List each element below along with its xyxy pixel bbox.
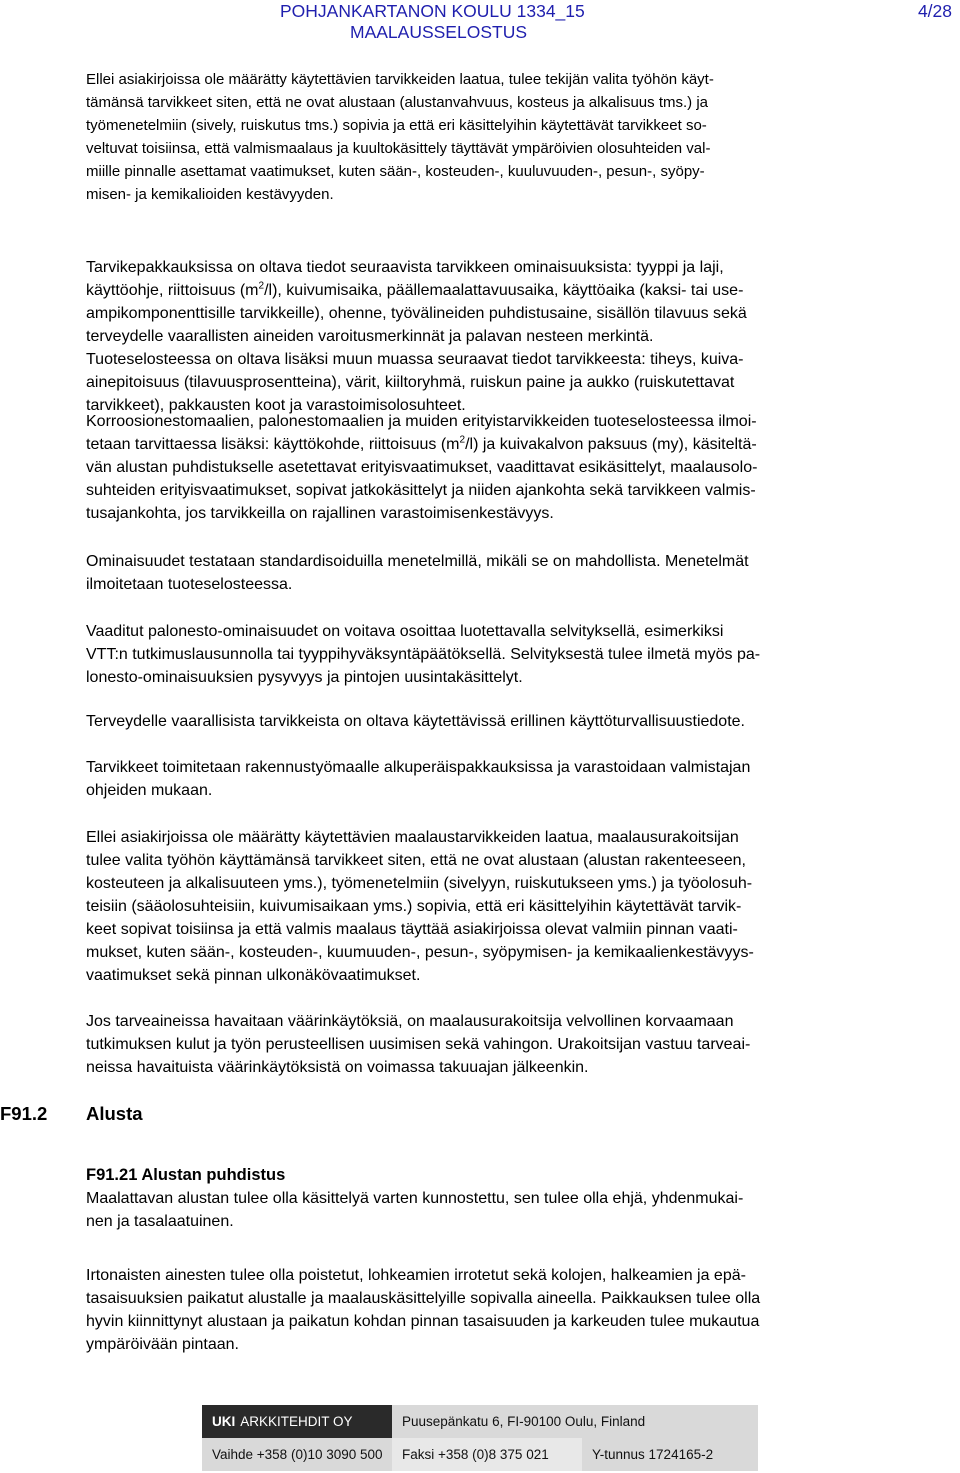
paragraph-contractor-materials [86, 826, 926, 987]
paragraph-packaging-info [86, 256, 926, 417]
text-line: vaatimukset sekä pinnan ulkonäkövaatimukset. [86, 967, 421, 984]
text-line: tarvikkeet), pakkausten koot ja varastoimisolosuhteet. [86, 397, 466, 414]
text-line: työmenetelmiin (sively, ruiskutus tms.) sopivia ja että eri käsittelyihin käytettävät tarvikkeet so- [86, 117, 707, 134]
text-line: ympäröivään pintaan. [86, 1336, 239, 1353]
paragraph-fire-protection [86, 620, 926, 689]
text-line: tutkimuksen kulut ja työn perusteellisen uusimisen sekä vahingon. Urakoitsijan vastuu tarveai- [86, 1036, 751, 1053]
company-phone: Vaihde +358 (0)10 3090 500 [202, 1438, 392, 1471]
text-line: Ellei asiakirjoissa ole määrätty käytettävien tarvikkeiden laatua, tulee tekijän valita työhön käyt- [86, 71, 714, 88]
text-line: lonesto-ominaisuuksien pysyvyys ja pintojen uusintakäsittelyt. [86, 669, 523, 686]
text-line: ainepitoisuus (tilavuusprosentteina), värit, kiiltoryhmä, ruiskun paine ja aukko (ruiskutettavat [86, 374, 735, 391]
text-line: käyttöohje, riittoisuus $(m^2/l)$, kuivumisaika, päällemaalattavuusaika, käyttöaika (kaksi- tai use- [86, 280, 744, 299]
paragraph-materials-selection [86, 68, 926, 206]
text-line: VTT:n tutkimuslausunnolla tai tyyppihyväksyntäpäätöksellä. Selvityksestä tulee ilmetä myös pa- [86, 646, 761, 663]
page-number: 4/28 [917, 1, 952, 21]
text-line: ohjeiden mukaan. [86, 782, 213, 799]
text-line: teisiin (sääolosuhteisiin, kuivumisaikaan yms.) sopivia, että eri käsittelyihin käytettävät tarvik- [86, 898, 742, 915]
text-line: tetaan tarvittaessa lisäksi: käyttökohde, riittoisuus $(m^2/l)$ ja kuivakalvon paksuus (my), käsiteltä- [86, 434, 757, 453]
section-title: Alusta [86, 1103, 143, 1124]
text-line: ampikomponenttisille tarvikkeille), ohenne, työvälineiden puhdistusaine, sisällön tilavuus sekä [86, 305, 747, 322]
text-line: tämänsä tarvikkeet siten, että ne ovat alustaan (alustanvahvuus, kosteus ja alkalisuus tms.) ja [86, 94, 708, 111]
text-line: tasaisuuksien paikatut alustalle ja maalauskäsittelyille sopivalla aineella. Paikkauksen tulee olla [86, 1290, 761, 1307]
text-line: suhteiden erityisvaatimukset, sopivat jatkokäsittelyt ja niiden ajankohta sekä tarvikkeen valmis- [86, 482, 756, 499]
text-line: veltuvat toisiinsa, että valmismaalaus ja kuultokäsittely täyttävät ympäröivien olosuhteiden val- [86, 140, 711, 157]
text-line: tulee valita työhön käyttämänsä tarvikkeet siten, että ne ovat alustaan (alustan rakenteeseen, [86, 852, 746, 869]
text-line: Terveydelle vaarallisista tarvikkeista on oltava käytettävissä erillinen käyttöturvallisuustiedote. [86, 713, 745, 730]
subsection-surface-cleaning [86, 1164, 926, 1233]
company-logo-mark: UKI [212, 1414, 236, 1429]
company-address: Puusepänkatu 6, FI-90100 Oulu, Finland [392, 1405, 758, 1438]
text-line: Ominaisuudet testataan standardisoiduilla menetelmillä, mikäli se on mahdollista. Menetelmät [86, 553, 749, 570]
text-line: neissa havaituista väärinkäytöksistä on voimassa takuuajan jälkeenkin. [86, 1059, 589, 1076]
text-line: Jos tarveaineissa havaitaan väärinkäytöksiä, on maalausurakoitsija velvollinen korvaamaan [86, 1013, 734, 1030]
text-line: miille pinnalle asettamat vaatimukset, kuten sään-, kosteuden-, kuuluvuuden-, pesun-, syöpy- [86, 163, 705, 180]
text-line: Irtonaisten ainesten tulee olla poistetut, lohkeamien irrotetut sekä kolojen, halkeamien ja epä- [86, 1267, 746, 1284]
text-line: kosteuteen ja alkalisuuteen yms.), työmenetelmiin (sivelyyn, ruiskutukseen yms.) ja työolosuh- [86, 875, 753, 892]
text-line: Korroosionestomaalien, palonestomaalien ja muiden erityistarvikkeiden tuoteselosteessa ilmoi- [86, 413, 757, 430]
company-logo [202, 1405, 392, 1438]
text-line: misen- ja kemikalioiden kestävyyden. [86, 186, 334, 203]
text-line: nen ja tasalaatuinen. [86, 1213, 234, 1230]
text-line: terveydelle vaarallisten aineiden varoitusmerkinnät ja palavan nesteen merkintä. [86, 328, 654, 345]
text-line: mukset, kuten sään-, kosteuden-, kuumuuden-, pesun-, syöpymisen- ja kemikaalienkestävyys- [86, 944, 754, 961]
text-line: Vaaditut palonesto-ominaisuudet on voitava osoittaa luotettavalla selvityksellä, esimerkiksi [86, 623, 724, 640]
text-line: Ellei asiakirjoissa ole määrätty käytettävien maalaustarvikkeiden laatua, maalausurakoitsijan [86, 829, 739, 846]
text-line: Maalattavan alustan tulee olla käsittelyä varten kunnostettu, sen tulee olla ehjä, yhdenmukai- [86, 1190, 744, 1207]
footer-row-top [202, 1405, 758, 1438]
company-fax: Faksi +358 (0)8 375 021 [392, 1438, 582, 1471]
text-line: Tarvikepakkauksissa on oltava tiedot seuraavista tarvikkeen ominaisuuksista: tyyppi ja laji, [86, 259, 724, 276]
section-number: F91.2 [0, 1103, 48, 1124]
text-line: ilmoitetaan tuoteselosteessa. [86, 576, 293, 593]
text-line: Tuoteselosteessa on oltava lisäksi muun muassa seuraavat tiedot tarvikkeesta: tiheys, kuiva- [86, 351, 744, 368]
paragraph-liability [86, 1010, 926, 1079]
subsection-title: F91.21 Alustan puhdistus [86, 1166, 286, 1184]
text-line: vän alustan puhdistukselle asetettavat erityisvaatimukset, vaadittavat esikäsittelyt, maalausolo- [86, 459, 758, 476]
paragraph-surface-repair [86, 1264, 926, 1356]
paragraph-safety-datasheet [86, 710, 926, 733]
footer-row-bottom [202, 1438, 758, 1471]
header-project-title: POHJANKARTANON KOULU 1334_15 [280, 1, 585, 21]
company-business-id: Y-tunnus 1724165-2 [582, 1438, 758, 1471]
paragraph-special-coatings [86, 410, 926, 525]
page-header [0, 0, 960, 46]
paragraph-testing [86, 550, 926, 596]
text-line: Tarvikkeet toimitetaan rakennustyömaalle alkuperäispakkauksissa ja varastoidaan valmistajan [86, 759, 751, 776]
company-logo-name: ARKKITEHDIT OY [240, 1414, 353, 1429]
text-line: hyvin kiinnittynyt alustaan ja paikatun kohdan pinnan tasaisuuden ja karkeuden tulee mukautua [86, 1313, 760, 1330]
text-line: tusajankohta, jos tarvikkeilla on rajallinen varastoimisenkestävyys. [86, 505, 554, 522]
text-line: keet sopivat toisiinsa ja että valmis maalaus täyttää asiakirjoissa olevat valmiin pinnan vaati- [86, 921, 738, 938]
company-footer [202, 1405, 758, 1471]
header-document-title: MAALAUSSELOSTUS [350, 22, 527, 42]
paragraph-delivery [86, 756, 926, 802]
